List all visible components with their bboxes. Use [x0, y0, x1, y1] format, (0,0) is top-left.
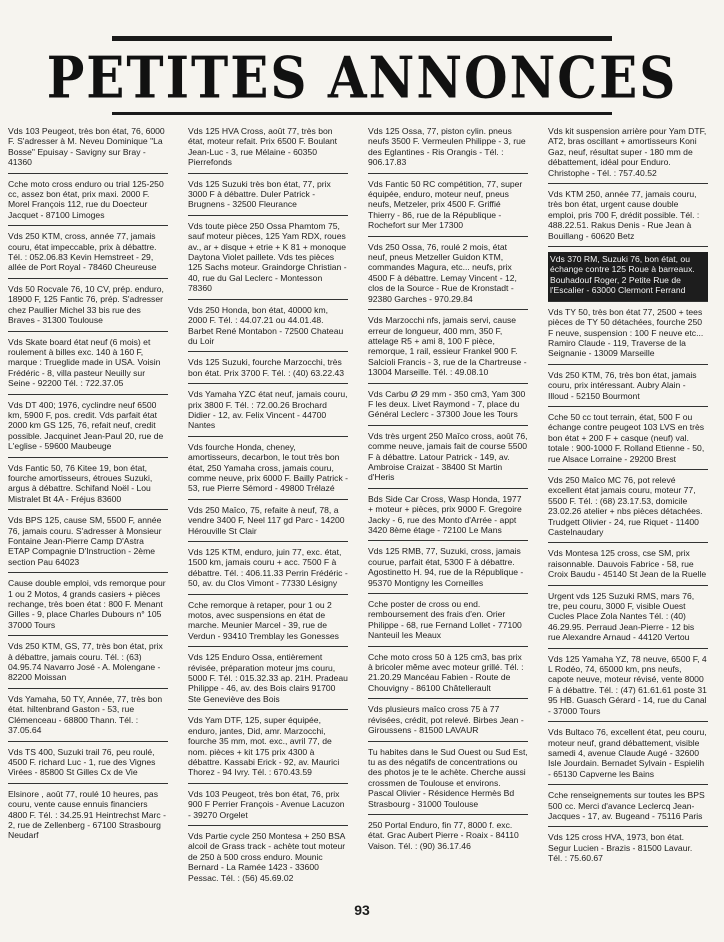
- classified-ad: Vds 125 Yamaha YZ, 78 neuve, 6500 F, 4 L Rodéo, 74, 65000 km, pns neufs, capote neuve, moteur révisé, vente 8000 F à débattre. Tél. : (47) 61.61.61 poste 31 95 HB. Guasch Gérard - 14, rue du Canal - 37000 Tours: [548, 654, 708, 722]
- classified-ad: Vds 103 Peugeot, très bon état, 76, prix 900 F Perrier François - Avenue Lacuzon - 39270 Orgelet: [188, 789, 348, 826]
- classified-ad: Vds Yamaha, 50 TY, Année, 77, très bon état. hiltenbrand Gaston - 53, rue Clémenceau - 68800 Thann. Tél. : 37.05.64: [8, 694, 168, 742]
- classified-ad: Vds 125 Enduro Ossa, entièrement révisée, préparation moteur jms couru, 5000 F. Tél. : 015.32.33 ap. 21H. Pradeau Philippe - 46, av. des Bois clairs 91700 Ste Geneviève des Bois: [188, 652, 348, 710]
- classified-ad: Vds Yam DTF, 125, super équipée, enduro, jantes, Did, amr. Marzocchi, fourche 35 mm, mot. exc., avril 77, de nom. pièces + kit 175 prix 4300 à débattre. Kassabi Erick - 92, av. Maurici Thorez - 94 Ivry. Tél. : 670.43.59: [188, 715, 348, 783]
- page-number: 93: [354, 902, 370, 918]
- classified-ad: Vds plusieurs maîco cross 75 à 77 révisées, crédit, pot relevé. Birbes Jean - Giroussens - 81500 LAVAUR: [368, 704, 528, 741]
- classified-ad: Vds fourche Honda, cheney, amortisseurs, decarbon, le tout très bon état, 250 Yamaha cross, jamais couru, comme neuve, prix 6000 F. Bailly Patrick - 53, rue Pierre Sémord - 49800 Trélazé: [188, 442, 348, 500]
- classified-ad: Vds 250 Ossa, 76, roulé 2 mois, état neuf, pneus Metzeller Guidon KTM, commandes Magura, etc... neufs, prix 4500 F à débattre. Lemay Vincent - 12, clos de la Source - Rue de Kronstadt - 92380 Garches - 970.29.84: [368, 242, 528, 310]
- ad-column-1: [8, 126, 168, 896]
- classified-ad: Vds 125 Suzuki, fourche Marzocchi, très bon état. Prix 3700 F. Tél. : (40) 63.22.43: [188, 357, 348, 384]
- classified-ad: Vds Carbu Ø 29 mm - 350 cm3, Yam 300 F les deux. Livet Raymond - 7, place du Général Leclerc - 37300 Joue les Tours: [368, 389, 528, 426]
- ad-column-4: [548, 126, 708, 896]
- classified-ad: Vds 250 Maîco, 75, refaite à neuf, 78, a vendre 3400 F, Neel 117 gd Parc - 14200 Hérouville St Clair: [188, 505, 348, 542]
- classified-ad: Vds TY 50, très bon état 77, 2500 + tees pièces de TY 50 détachées, fourche 250 F neuve, suspension : 100 F neuve etc... Ramiro Claude - 119, Traverse de la Seignanie - 13009 Marseille: [548, 307, 708, 365]
- classified-ad: Vds TS 400, Suzuki trail 76, peu roulé, 4500 F. richard Luc - 1, rue des Vignes Virées - 85800 St Gilles Cx de Vie: [8, 747, 168, 784]
- classified-ad: Vds 125 HVA Cross, août 77, très bon état, moteur refait. Prix 6500 F. Boulant Jean-Luc - 3, rue Mélaine - 60350 Pierrefonds: [188, 126, 348, 174]
- classified-ad: Vds 370 RM, Suzuki 76, bon état, ou échange contre 125 Roue à barreaux. Bouhadouf Roger, 2 Petite Rue de l'Escalier - 63000 Clermont Ferrand: [548, 252, 708, 302]
- classified-ad: Vds 125 KTM, enduro, juin 77, exc. état, 1500 km, jamais couru + acc. 7500 F à débattre. Tél. : 406.11.33 Perrin Frédéric - 50, av. du Clos Vimont - 77330 Lésigny: [188, 547, 348, 595]
- classified-ad: 250 Portal Enduro, fin 77, 8000 f. exc. état. Grac Aubert Pierre - Roaix - 84110 Vaison. Tél. : (90) 36.17.46: [368, 819, 519, 851]
- classified-ad: Bds Side Car Cross, Wasp Honda, 1977 + moteur + pièces, prix 9000 F. Gregoire Jacky - 6, rue des Monto d'Arrée - appt 3420 8ème étage - 72100 Le Mans: [368, 494, 528, 542]
- header-rule-top: [112, 36, 612, 41]
- classified-ad: Vds KTM 250, année 77, jamais couru, très bon état, urgent cause double emploi, pris 700 F, drédit possible. Tél. : 488.22.51. Rakus Denis - Rue Jean à Bouillang - 60620 Betz: [548, 189, 708, 247]
- header-rule-bottom: [112, 112, 612, 115]
- classified-ad: Vds 250 KTM, cross, année 77, jamais couru, état impeccable, prix à débattre. Tél. : 052.06.83 Kevin Hemstreet - 29, allée de Port Royal - 78460 Cheureuse: [8, 231, 168, 279]
- classified-ad: Vds 125 Ossa, 77, piston cylin. pneus neufs 3500 F. Vermeulen Philippe - 3, rue des Eglantines - Ris Orangis - Tél. : 906.17.83: [368, 126, 528, 174]
- classified-ad: Cche moto cross 50 à 125 cm3, bas prix à bricoler même avec moteur grillé. Tél. : 21.20.29 Mancéau Fabien - Route de Chouvigny - 86100 Châtellerault: [368, 652, 528, 700]
- classified-ad: Cche moto cross enduro ou trial 125-250 cc, assez bon état, prix maxi. 2000 F. Morel François 112, rue du Doecteur Jacquet - 87100 Limoges: [8, 179, 168, 227]
- classified-ad: Vds 103 Peugeot, très bon état, 76, 6000 F. S'adresser à M. Neveu Dominique "La Bosse" Epuisay - Savigny sur Bray - 41360: [8, 126, 168, 174]
- classified-ad: Vds DT 400; 1976, cyclindre neuf 6500 km, 5900 F, pos. credit. Vds parfait état 2000 km GS 125, 76, refait neuf, credit possible. Jacquinet Jean-Paul 20, rue de L'eglise - 59600 Maubeuge: [8, 400, 168, 458]
- ad-column-3: [368, 126, 528, 896]
- classified-ad: Cause double emploi, vds remorque pour 1 ou 2 Motos, 4 grands casiers + pièces rechange, très boen état : 800 F. Menant Gilles - 9, place Charles Dubours n° 105 37000 Tours: [8, 578, 168, 636]
- classified-ad: Elsinore , août 77, roulé 10 heures, pas couru, vente cause ennuis financiers 4800 F. Tél. : 34.25.91 Heintrechst Marc - 2, rue de Zellenberg - 67100 Strasbourg Neudarf: [8, 788, 166, 841]
- classified-ad: Vds Bultaco 76, excellent état, peu couru, moteur neuf, grand débattement, visible samedi 4, avenue Claude Augé - 32600 Isle Jourdain. Bernadet Sylvain - Espielih - 65130 Capverne les Bains: [548, 727, 708, 785]
- classified-ad: Vds toute pièce 250 Ossa Phamtom 75, sauf moteur pièces, 125 Yam RDX, roues av., ar + disque + etrie + K 81 + monoque Daytona Violet paillete. Vds tes pièces 125 Sachs moteur. Graindorge Christian - 40, rue du Gal Leclerc - Montesson 78360: [188, 221, 348, 300]
- classified-ad: Cche 50 cc tout terrain, état, 500 F ou échange contre peugeot 103 LVS en très bon état + 200 F + casque (neuf) val. totale : 900-1000 F. Rolland Etienne - 50, rue Alsace Lorraine - 29200 Brest: [548, 412, 708, 470]
- classified-ad: Vds Marzocchi nfs, jamais servi, cause erreur de longueur, 400 mm, 350 F, attelage R5 + ami 8, 100 F pièce, remorque, 1 rail, essieur Frankel 900 F. Salcioli Francis - 3, rue de la Chartreuse - 13004 Marseille. Tél. : 49.08.10: [368, 315, 528, 383]
- classified-ad: Vds kit suspension arrière pour Yam DTF, AT2, bras oscillant + amortisseurs Koni Gaz, neuf, résultat super - 180 mm de débattement, idéal pour Enduro. Christophe - Tél. : 757.40.52: [548, 126, 708, 184]
- classified-ad: Vds 50 Rocvale 76, 10 CV, prép. enduro, 18900 F, 125 Fantic 76, prép. S'adresser chez Paullier Michel 33 bis rue des Braves - 31300 Toulouse: [8, 284, 168, 332]
- classified-ad: Vds BPS 125, cause SM, 5500 F, année 76, jamais couru. S'adresser à Monsieur Fontaine Jean-Pierre Camp D'Astra ETAP Compagnie D'Instruction - 2ème section Pau 64023: [8, 515, 168, 573]
- classified-ad: Vds 125 cross HVA, 1973, bon état. Segur Lucien - Brazis - 81500 Lavaur. Tél. : 75.60.67: [548, 832, 693, 864]
- ad-column-2: [188, 126, 348, 896]
- classified-ad: Tu habites dans le Sud Ouest ou Sud Est, tu as des négatifs de concentrations ou des photos je te le achète. Cherche aussi crossmen de Toulouse et environs. Pascal Olivier - Résidence Hermès Bd Strasbourg - 31000 Toulouse: [368, 747, 528, 815]
- classified-ad: Urgent vds 125 Suzuki RMS, mars 76, tre, peu couru, 3000 F, visible Ouest Cucles Place Zola Nantes Tél. : (40) 46.29.95. Perraud Jean-Pierre - 12 bis rue Alexandre Arnaud - 44120 Vertou: [548, 591, 708, 649]
- classified-ad: Vds Fantic 50, 76 Kitee 19, bon état, fourche amortisseurs, étroues Suzuki, argus à débattre. Schifand Noël - Lou Mistralet Bt 4A - Fréjus 83600: [8, 463, 168, 511]
- classified-ad: Vds 250 KTM, 76, très bon état, jamais couru, prix intéressant. Aubry Alain - Illoud - 52150 Bourmont: [548, 370, 708, 407]
- classified-ad: Vds 125 Suzuki très bon état, 77, prix 3000 F à débattre. Duler Patrick - Brugnens - 32500 Fleurance: [188, 179, 348, 216]
- classified-ad: Vds 250 Honda, bon état, 40000 km, 2000 F. Tél. : 44.07.21 ou 44.01.48. Barbet René Montabon - 72500 Chateau du Loir: [188, 305, 348, 353]
- classified-ad: Vds Fantic 50 RC compétition, 77, super équipée, enduro, moteur neuf, pneus neufs, Metzeler, prix 4500 F. Griffié Thierry - 86, rue de la République - Rochefort sur Mer 17300: [368, 179, 528, 237]
- classified-ad: Vds Yamaha YZC état neuf, jamais couru, prix 3800 F. Tél. : 72.00.26 Brochard Didier - 12, av. Felix Vincent - 44700 Nantes: [188, 389, 348, 437]
- classified-ad: Vds 250 KTM, GS, 77, très bon état, prix à débattre, jamais couru. Tél. : (63) 04.95.74 Navarro José - A. Molengane - 82200 Moissan: [8, 641, 168, 689]
- classified-ad: Vds Partie cycle 250 Montesa + 250 BSA alcoil de Grass track - achète tout moteur de 250 à 500 cross enduro. Mounic Bernard - La Ramée 1423 - 33600 Pessac. Tél. : (56) 45.69.02: [188, 830, 346, 883]
- classified-ad: Vds 250 Maîco MC 76, pot relevé excellent état jamais couru, moteur 77, 5500 F. Tél. : (68) 23.17.53, domicile 23.02.26 atelier + nbs pièces détachées. Trudgett Olivier - 24, rue Riquet - 11400 Castelnaudary: [548, 475, 708, 543]
- classified-ad: Vds 125 RMB, 77, Suzuki, cross, jamais courue, parfait état, 5300 F à débattre. Agostinetto H. 94, rue de la République - 95370 Montigny les Corneilles: [368, 546, 528, 594]
- classified-ad: Cche renseignements sur toutes les BPS 500 cc. Merci d'avance Leclercq Jean-Jacques - 17, av. Bugeand - 75116 Paris: [548, 790, 708, 827]
- classified-ad: Cche poster de cross ou end. remboursement des frais d'en. Orier Philippe - 68, rue Fernand Lollet - 77100 Nanteuil les Meaux: [368, 599, 528, 647]
- classified-ad: Vds très urgent 250 Maîco cross, août 76, comme neuve, jamais fait de course 5500 F à débattre. Latour Patrick - 149, av. Ambroise Craizat - 38400 St Martin d'Heris: [368, 431, 528, 489]
- page-title: PETITES ANNONCES: [46, 43, 678, 111]
- classified-ad: Cche remorque à retaper, pour 1 ou 2 motos, avec suspensions en état de marche. Meunier Marcel - 39, rue de Verdun - 93410 Tremblay les Gonesses: [188, 600, 348, 648]
- classified-ad: Vds Montesa 125 cross, cse SM, prix raisonnable. Dauvois Fabrice - 58, rue Croix Baudu - 45140 St Jean de la Ruelle: [548, 548, 708, 585]
- classified-ad: Vds Skate board état neuf (6 mois) et roulement à billes exc. 140 à 160 F, marque : Trueglide made in USA. Voisin Frédéric - 8, villa pasteur Neuilly sur Seine - 92200 Tél. : 722.37.05: [8, 337, 168, 395]
